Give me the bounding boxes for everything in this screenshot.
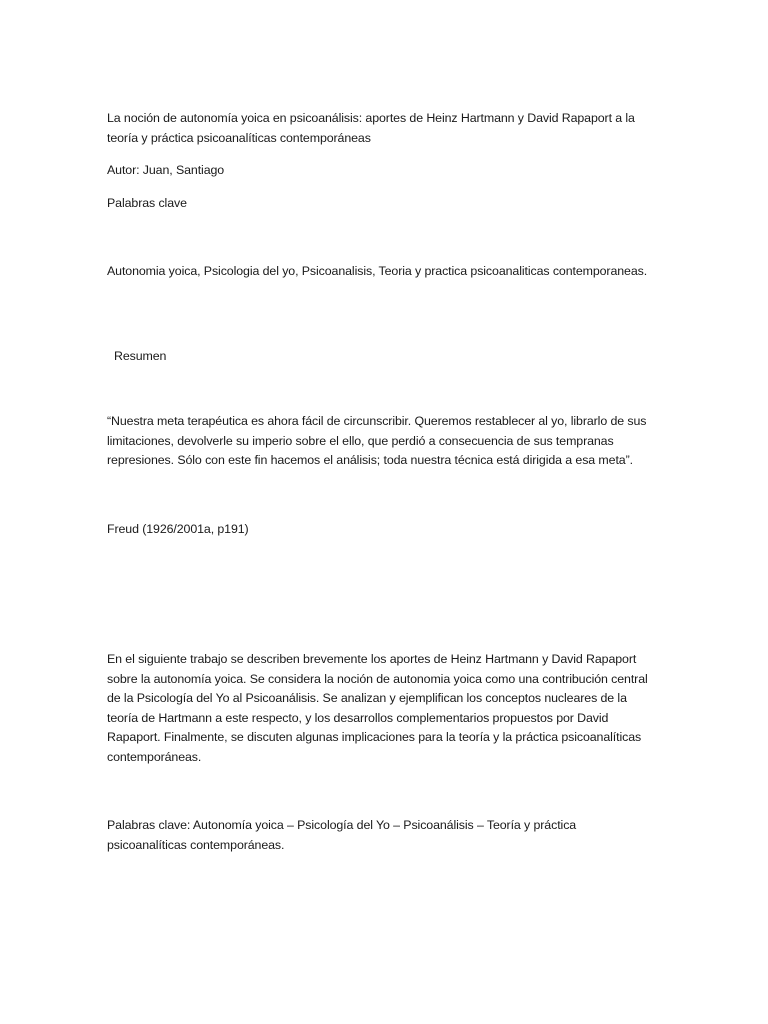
abstract-paragraph: En el siguiente trabajo se describen brevemente los aportes de Heinz Hartmann y David Rapaport sobre la autonomía yoica. Se considera la noción de autonomia yoica como una contribución central de la Psicología del Yo al Psicoanálisis. Se analizan y ejemplifican los conceptos nucleares de la teoría de Hartmann a este respecto, y los desarrollos complementarios propuestos por David Rapaport. Finalmente, se discuten algunas implicaciones para la teoría y la práctica psicoanalíticas contemporáneas.: [107, 652, 648, 764]
epigraph-quote: “Nuestra meta terapéutica es ahora fácil de circunscribir. Queremos restablecer al yo, librarlo de sus limitaciones, devolverle su imperio sobre el ello, que perdió a consecuencia de sus tempranas represiones. Sólo con este fin hacemos el análisis; toda nuestra técnica está dirigida a esa meta”.: [107, 414, 647, 468]
keywords-heading: Palabras clave: [107, 196, 187, 210]
epigraph-citation: Freud (1926/2001a, p191): [107, 522, 249, 536]
keywords-list: Autonomia yoica, Psicologia del yo, Psicoanalisis, Teoria y practica psicoanaliticas contemporaneas.: [107, 264, 648, 278]
author-line: Autor: Juan, Santiago: [107, 163, 225, 177]
summary-heading: Resumen: [114, 349, 167, 363]
keywords-final: Palabras clave: Autonomía yoica – Psicología del Yo – Psicoanálisis – Teoría y práctica psicoanalíticas contemporáneas.: [107, 818, 577, 852]
document-title: La noción de autonomía yoica en psicoanálisis: aportes de Heinz Hartmann y David Rapaport a la teoría y práctica psicoanalíticas contemporáneas: [107, 111, 635, 145]
